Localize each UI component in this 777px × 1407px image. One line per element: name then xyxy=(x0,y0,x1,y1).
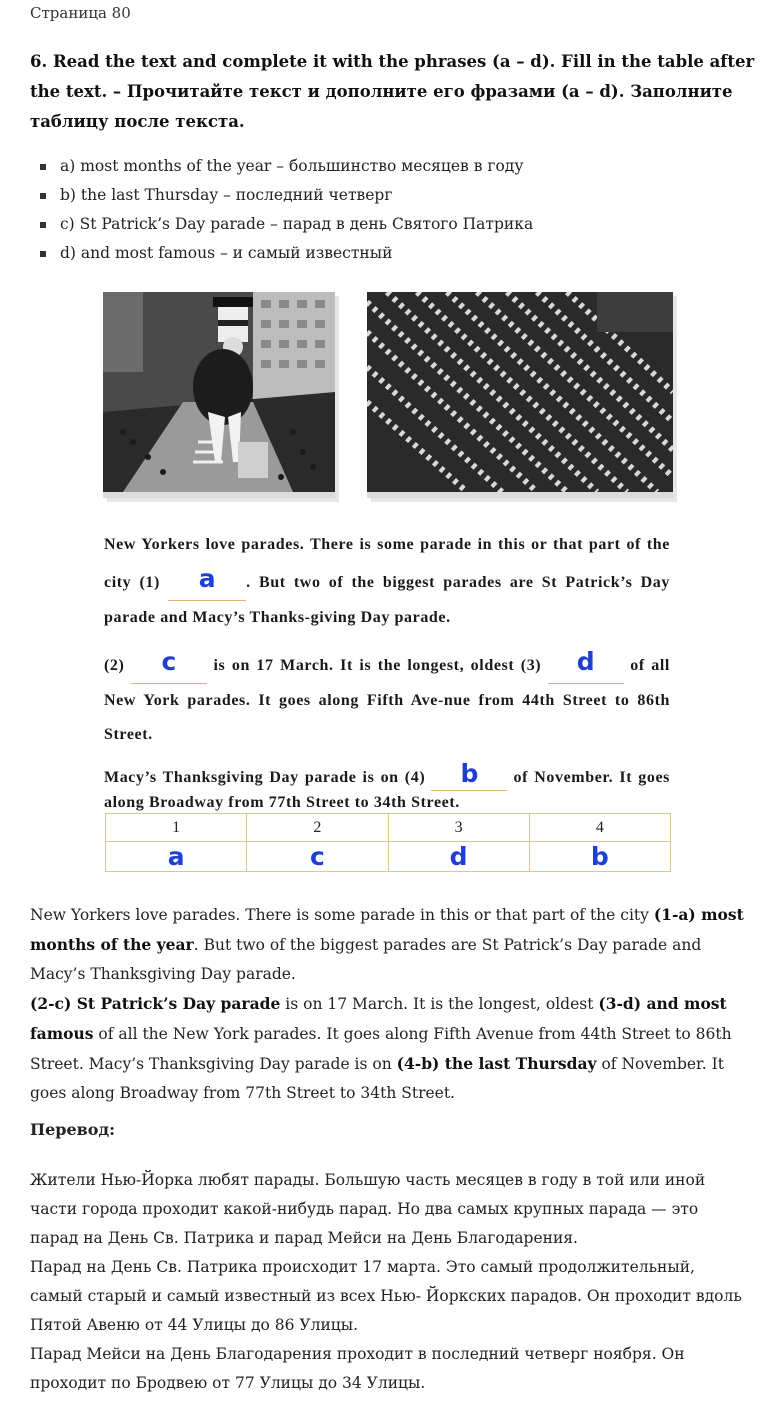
translation-paragraph: Жители Нью-Йорка любят парады. Большую часть месяцев в году в той или иной части города проходит какой-нибудь парад. Но два самых крупных парада — это парад на День Св. Патрика и парад Мейси на День Благодарения. xyxy=(30,1171,706,1247)
answer-table xyxy=(105,813,671,872)
option-a: a) most months of the year – большинство месяцев в году xyxy=(40,152,533,181)
translation-paragraph: Парад Мейси на День Благодарения проходит в последний четверг ноября. Он проходит по Бродвею от 77 Улицы до 34 Улицы. xyxy=(30,1345,685,1392)
bullet-icon xyxy=(40,164,46,170)
completed-text: New Yorkers love parades. There is some parade in this or that part of the city (1-a) most months of the year. But two of the biggest parades are St Patrick’s Day parade and Macy’s Thanksgiving Day parade. (2-c) St Patrick’s Day parade is on 17 March. It is the longest, oldest (3-d) and most famous of all the New York parades. It goes along Fifth Avenue from 44th Street to 86th Street. Macy’s Thanksgiving Day parade is on (4-b) the last Thursday of November. It goes along Broadway from 77th Street to 34th Street. xyxy=(30,905,744,1102)
option-b: b) the last Thursday – последний четверг xyxy=(40,181,533,210)
task-heading: 6. Read the text and complete it with the phrases (a – d). Fill in the table after the text. – Прочитайте текст и дополните его фразами (a – d). Заполните таблицу после текста. xyxy=(30,52,755,131)
bullet-icon xyxy=(40,251,46,257)
parade-balloon-illustration xyxy=(103,292,335,492)
exercise-text xyxy=(104,528,670,815)
blank-3: d xyxy=(548,645,624,684)
page-label: Страница 80 xyxy=(30,4,131,22)
blank-2: c xyxy=(131,645,207,684)
marching-band-photo xyxy=(367,292,673,498)
table-answer-row: a c d b xyxy=(106,842,671,872)
bullet-icon xyxy=(40,222,46,228)
translation-paragraph: Парад на День Св. Патрика происходит 17 марта. Это самый продолжительный, самый старый и самый известный из всех Нью- Йоркских парадов. Он проходит вдоль Пятой Авеню от 44 Улицы до 86 Улицы. xyxy=(30,1258,742,1334)
table-header-row: 1 2 3 4 xyxy=(106,814,671,842)
parade-balloon-photo xyxy=(103,292,335,498)
blank-1: a xyxy=(168,562,246,601)
bullet-icon xyxy=(40,193,46,199)
phrase-options xyxy=(40,152,533,268)
blank-4: b xyxy=(431,762,507,791)
translation-heading: Перевод: xyxy=(30,1120,116,1139)
book-paragraph-1: New Yorkers love parades. There is some parade in this or that part of the city (1) a . But two of the biggest parades are St Patrick’s Day parade and Macy’s Thanks-giving Day parade. xyxy=(104,536,670,626)
book-paragraph-3: Macy’s Thanksgiving Day parade is on (4) b of November. It goes along Broadway from 77th Street to 34th Street. xyxy=(104,759,670,811)
option-c: c) St Patrick’s Day parade – парад в день Святого Патрика xyxy=(40,210,533,239)
option-d: d) and most famous – и самый известный xyxy=(40,239,533,268)
translation-text xyxy=(30,1166,750,1398)
marching-band-illustration xyxy=(367,292,673,492)
book-paragraph-2: (2) c is on 17 March. It is the longest, oldest (3) d of all New York parades. It goes along Fifth Ave-nue from 44th Street to 86th Street. xyxy=(104,647,670,743)
textbook-scan xyxy=(100,288,680,878)
